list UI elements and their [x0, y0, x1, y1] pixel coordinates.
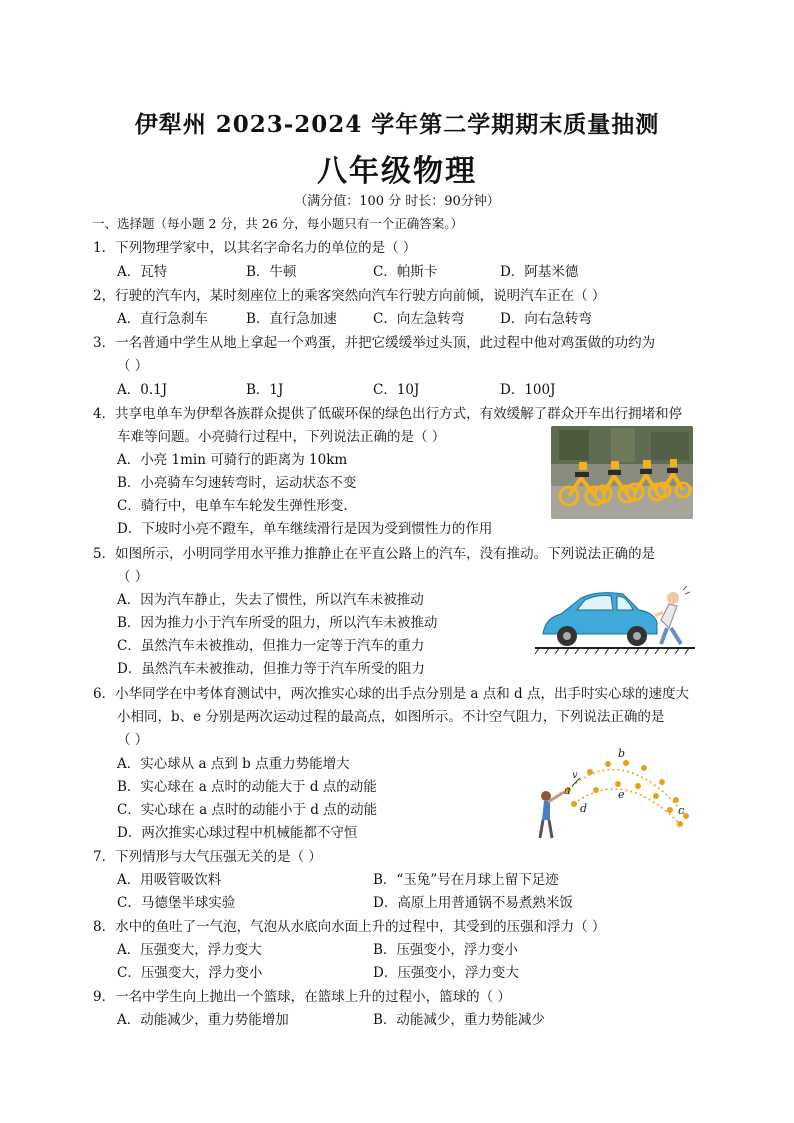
q9-option-a: A．动能减少，重力势能增加	[117, 1012, 289, 1028]
q6-option-a: A．实心球从 a 点到 b 点重力势能增大	[117, 756, 350, 772]
q7-option-d: D．高原上用普通锅不易煮熟米饭	[373, 895, 573, 911]
label-d: d	[580, 802, 588, 815]
question-7-stem: 7．下列情形与大气压强无关的是（ ）	[93, 849, 322, 865]
q7-option-a: A．用吸管吸饮料	[117, 872, 222, 888]
question-5-stem: 5．如图所示，小明同学用水平推力推静止在平直公路上的汽车，没有推动。下列说法正确的是	[93, 546, 656, 562]
exam-subject: 八年级物理	[317, 154, 477, 189]
q4-option-a: A．小亮 1min 可骑行的距离为 10km	[117, 452, 348, 468]
q1-option-a: A．瓦特	[117, 264, 168, 280]
shared-bikes-photo	[551, 426, 693, 519]
question-5-stem-2: （ ）	[117, 569, 149, 585]
q4-option-b: B．小亮骑车匀速转弯时，运动状态不变	[117, 475, 357, 491]
q5-option-b: B．因为推力小于汽车所受的阻力，所以汽车未被推动	[117, 615, 438, 631]
question-8-stem: 8．水中的鱼吐了一气泡，气泡从水底向水面上升的过程中，其受到的压强和浮力（ ）	[93, 919, 606, 935]
q2-option-d: D．向右急转弯	[500, 311, 592, 327]
q1-option-c: C．帕斯卡	[373, 264, 438, 280]
q8-option-d: D．压强变小，浮力变大	[373, 965, 519, 981]
q1-option-b: B．牛顿	[246, 264, 297, 280]
label-a: a	[564, 784, 571, 797]
shot-put-figure	[528, 746, 693, 840]
q1-option-d: D．阿基米德	[500, 264, 579, 280]
q2-option-b: B．直行急加速	[246, 311, 337, 327]
car-push-figure	[535, 584, 695, 656]
q8-option-c: C．压强变大，浮力变小	[117, 965, 263, 981]
q3-option-c: C．10J	[373, 382, 420, 398]
label-v: v	[572, 770, 578, 781]
q2-option-a: A．直行急刹车	[117, 311, 208, 327]
q3-option-b: B．1J	[246, 382, 284, 398]
q7-option-b: B．“玉兔”号在月球上留下足迹	[373, 872, 559, 888]
question-3-stem: 3．一名普通中学生从地上拿起一个鸡蛋，并把它缓缓举过头顶，此过程中他对鸡蛋做的功约为	[93, 335, 656, 351]
question-6-stem-3: （ ）	[117, 732, 149, 748]
question-6-stem-2: 小相同，b、e 分别是两次运动过程的最高点，如图所示。不计空气阻力，下列说法正确的是	[117, 709, 665, 725]
q6-option-c: C．实心球在 a 点时的动能小于 d 点的动能	[117, 802, 378, 818]
label-c: c	[678, 804, 685, 817]
question-2-stem: 2，行驶的汽车内，某时刻座位上的乘客突然向汽车行驶方向前倾，说明汽车正在（ ）	[93, 288, 606, 304]
question-4-stem-2: 车难等问题。小亮骑行过程中，下列说法正确的是（ ）	[117, 429, 446, 445]
question-6-stem: 6．小华同学在中考体育测试中，两次推实心球的出手点分别是 a 点和 d 点，出手时实心球的速度大	[93, 686, 689, 702]
q5-option-d: D．虽然汽车未被推动，但推力等于汽车所受的阻力	[117, 661, 425, 677]
q5-option-a: A．因为汽车静止，失去了惯性，所以汽车未被推动	[117, 592, 424, 608]
q5-option-c: C．虽然汽车未被推动，但推力一定等于汽车的重力	[117, 638, 425, 654]
question-1-stem: 1．下列物理学家中，以其名字命名力的单位的是（ ）	[93, 240, 417, 256]
q8-option-b: B．压强变小，浮力变小	[373, 942, 518, 958]
exam-title: 伊犁州 2023-2024 学年第二学期期末质量抽测	[134, 111, 660, 138]
q4-option-d: D．下坡时小亮不蹬车，单车继续滑行是因为受到惯性力的作用	[117, 521, 493, 537]
exam-info: （满分值：100 分 时长：90分钟）	[294, 194, 500, 209]
q4-option-c: C．骑行中，电单车车轮发生弹性形变.	[117, 498, 348, 514]
q2-option-c: C．向左急转弯	[373, 311, 465, 327]
q8-option-a: A．压强变大，浮力变大	[117, 942, 262, 958]
question-9-stem: 9．一名中学生向上抛出一个篮球，在篮球上升的过程小，篮球的（ ）	[93, 989, 511, 1005]
label-b: b	[618, 747, 626, 760]
q3-option-a: A．0.1J	[117, 382, 168, 398]
label-e: e	[618, 788, 625, 801]
q9-option-b: B．动能减少，重力势能减少	[373, 1012, 545, 1028]
q6-option-d: D．两次推实心球过程中机械能都不守恒	[117, 825, 358, 841]
section-heading: 一、选择题（每小题 2 分，共 26 分，每小题只有一个正确答案。）	[92, 216, 464, 231]
q6-option-b: B．实心球在 a 点时的动能大于 d 点的动能	[117, 779, 377, 795]
q3-option-d: D．100J	[500, 382, 556, 398]
q7-option-c: C．马德堡半球实验	[117, 895, 236, 911]
question-3-stem-2: （ ）	[117, 358, 149, 374]
question-4-stem: 4．共享电单车为伊犁各族群众提供了低碳环保的绿色出行方式，有效缓解了群众开车出行拥堵和停	[93, 406, 683, 422]
